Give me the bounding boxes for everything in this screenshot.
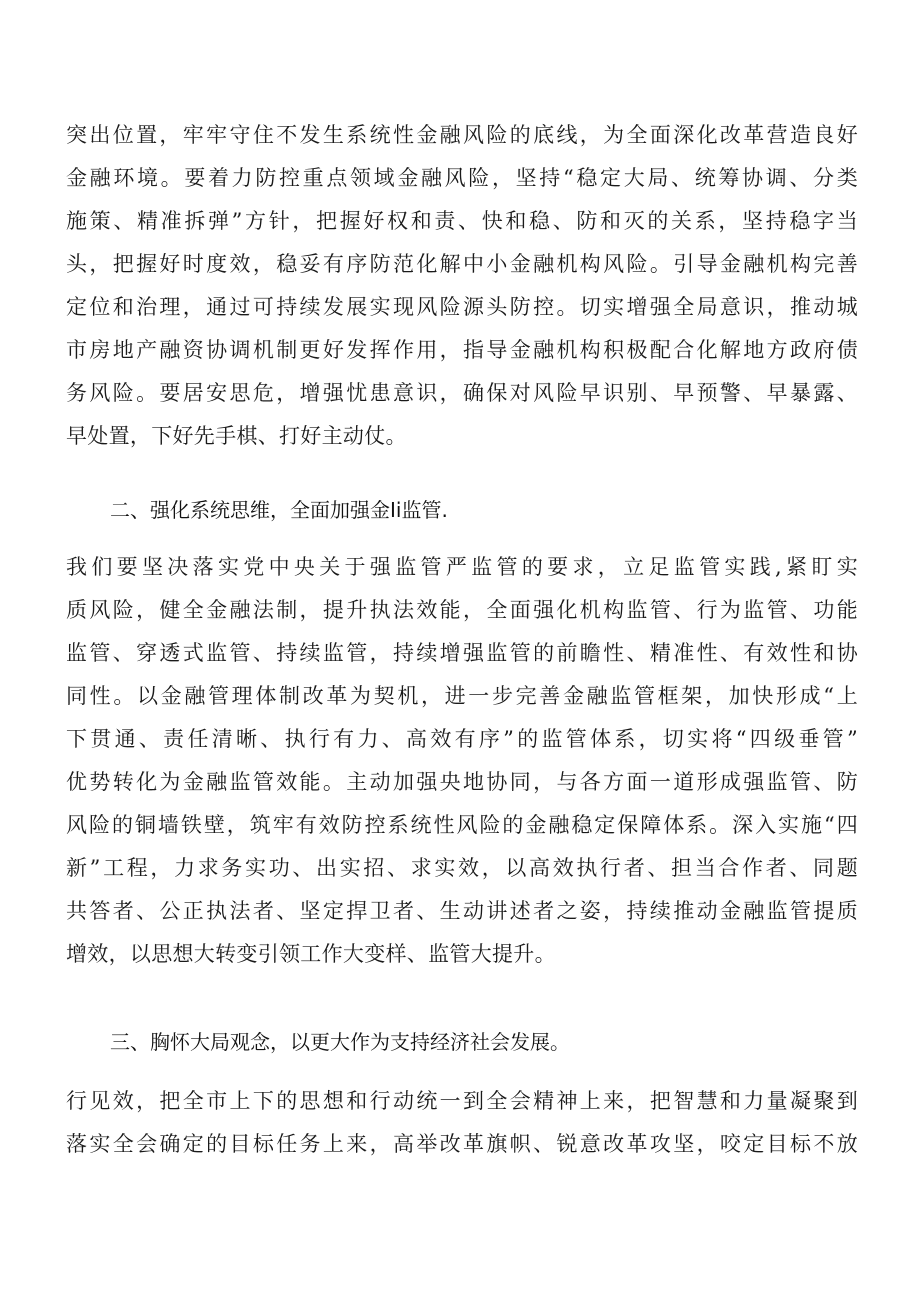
paragraph-1-line: 头，把握好时度效，稳妥有序防范化解中小金融机构风险。引导金融机构完善 bbox=[66, 252, 858, 276]
section-heading-2: 二、强化系统思维，全面加强金Ii监管. bbox=[110, 498, 448, 522]
paragraph-1-line: 金融环境。要着力防控重点领域金融风险，坚持“稳定大局、统筹协调、分类 bbox=[66, 166, 858, 190]
paragraph-1-line: 务风险。要居安思危，增强忧患意识，确保对风险早识别、早预警、早暴露、 bbox=[66, 381, 858, 405]
paragraph-2-line: 优势转化为金融监管效能。主动加强央地协同，与各方面一道形成强监管、防 bbox=[66, 770, 858, 794]
paragraph-2-line: 下贯通、责任清晰、执行有力、高效有序”的监管体系，切实将“四级垂管” bbox=[66, 727, 858, 751]
paragraph-1-line: 定位和治理，通过可持续发展实现风险源头防控。切实增强全局意识，推动城 bbox=[66, 295, 858, 319]
paragraph-1-line: 突出位置，牢牢守住不发生系统性金融风险的底线，为全面深化改革营造良好 bbox=[66, 123, 858, 147]
section-heading-3: 三、胸怀大局观念，以更大作为支持经济社会发展。 bbox=[110, 1030, 570, 1054]
paragraph-3-line: 行见效，把全市上下的思想和行动统一到全会精神上来，把智慧和力量凝聚到 bbox=[66, 1089, 858, 1113]
paragraph-2-line: 质风险，健全金融法制，提升执法效能，全面强化机构监管、行为监管、功能 bbox=[66, 598, 858, 622]
paragraph-3-line: 落实全会确定的目标任务上来，高举改革旗帜、锐意改革攻坚，咬定目标不放 bbox=[66, 1132, 858, 1156]
paragraph-1-line: 施策、精准拆弹”方针，把握好权和责、快和稳、防和灭的关系，坚持稳字当 bbox=[66, 209, 858, 233]
paragraph-2-line: 增效，以思想大转变引领工作大变样、监管大提升。 bbox=[66, 942, 556, 966]
paragraph-2-line: 监管、穿透式监管、持续监管，持续增强监管的前瞻性、精准性、有效性和协 bbox=[66, 641, 858, 665]
paragraph-2-line: 我们要坚决落实党中央关于强监管严监管的要求，立足监管实践,紧盯实 bbox=[66, 555, 858, 579]
paragraph-1-line: 市房地产融资协调机制更好发挥作用，指导金融机构积极配合化解地方政府债 bbox=[66, 338, 858, 362]
paragraph-2-line: 新”工程，力求务实功、出实招、求实效，以高效执行者、担当合作者、同题 bbox=[66, 856, 858, 880]
paragraph-2-line: 风险的铜墙铁壁，筑牢有效防控系统性风险的金融稳定保障体系。深入实施“四 bbox=[66, 813, 858, 837]
paragraph-1-line: 早处置，下好先手棋、打好主动仗。 bbox=[66, 424, 407, 448]
paragraph-2-line: 共答者、公正执法者、坚定捍卫者、生动讲述者之姿，持续推动金融监管提质 bbox=[66, 899, 858, 923]
paragraph-2-line: 同性。以金融管理体制改革为契机，进一步完善金融监管框架，加快形成“上 bbox=[66, 684, 858, 708]
